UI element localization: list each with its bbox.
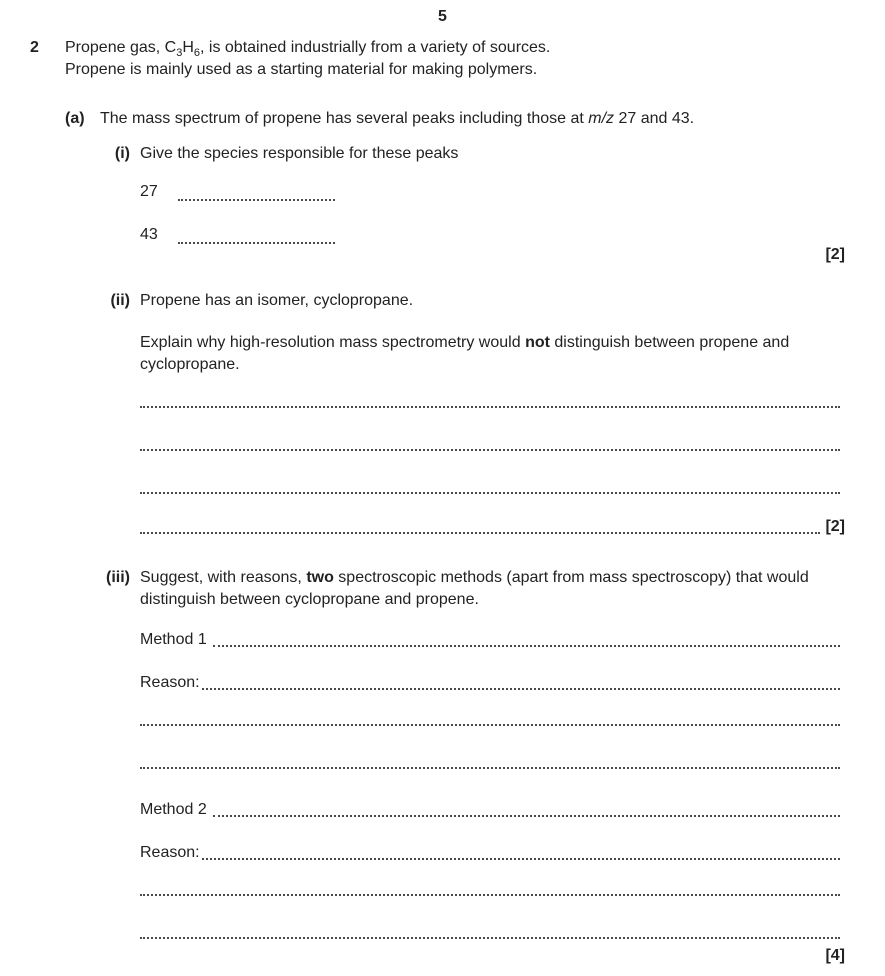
answer-line-method-2[interactable] [213, 802, 840, 817]
answer-line-27[interactable] [178, 184, 335, 201]
sub-ii-prompt [140, 332, 840, 376]
method-1-row [140, 632, 840, 648]
intro-text-mid: H [182, 39, 194, 56]
sub-i-prompt: Give the species responsible for these peaks [140, 145, 459, 162]
method-1-label: Method 1 [140, 631, 207, 648]
sub-ii-prompt-pre: Explain why high-resolution mass spectrometry would [140, 334, 526, 351]
question-intro [65, 37, 805, 81]
answer-line-method-1[interactable] [213, 632, 840, 647]
mz-italic: m/z [588, 110, 615, 127]
sub-question-label-iii: (iii) [106, 569, 130, 586]
part-a-text-post: 27 and 43. [614, 110, 695, 127]
question-number: 2 [30, 39, 39, 56]
intro-text-pre: Propene gas, C [65, 39, 177, 56]
mark-badge-sub-ii: [2] [825, 518, 845, 535]
reason-1-label: Reason: [140, 674, 200, 691]
sub-iii-prompt-post: spectroscopic methods (apart from mass spectroscopy) that would distinguish between cyclopropane and propene. [140, 569, 809, 608]
answer-line-reason-1[interactable] [202, 675, 840, 690]
page-number: 5 [438, 8, 447, 25]
answer-line[interactable] [140, 894, 840, 896]
mark-badge-sub-iii: [4] [825, 947, 845, 964]
part-a-text [100, 108, 860, 130]
reason-2-row [140, 845, 840, 861]
answer-line[interactable] [140, 519, 820, 534]
sub-question-label-ii: (ii) [110, 292, 130, 309]
sub-ii-intro: Propene has an isomer, cyclopropane. [140, 292, 414, 309]
answer-line[interactable] [140, 767, 840, 769]
answer-line[interactable] [140, 937, 840, 939]
method-2-row [140, 802, 840, 818]
sub-question-label-i: (i) [114, 145, 130, 162]
answer-line-with-mark [140, 519, 845, 535]
sub-iii-prompt [140, 567, 840, 611]
answer-line[interactable] [140, 724, 840, 726]
answer-line[interactable] [140, 406, 840, 408]
formula-subscript-6: 6 [193, 47, 200, 60]
answer-label-27: 27 [140, 183, 158, 200]
sub-ii-prompt-post: distinguish between propene and cyclopropane. [140, 334, 790, 373]
part-a-text-pre: The mass spectrum of propene has several peaks including those at [100, 110, 589, 127]
sub-ii-prompt-bold: not [525, 334, 550, 351]
reason-1-row [140, 675, 840, 691]
intro-line2: Propene is mainly used as a starting material for making polymers. [65, 61, 538, 78]
answer-line[interactable] [140, 492, 840, 494]
formula-subscript-3: 3 [176, 47, 183, 60]
sub-iii-prompt-bold: two [306, 569, 334, 586]
method-2-label: Method 2 [140, 801, 207, 818]
mark-badge-sub-i: [2] [825, 246, 845, 263]
answer-line-reason-2[interactable] [202, 845, 840, 860]
part-a-label: (a) [65, 110, 85, 127]
answer-line[interactable] [140, 449, 840, 451]
reason-2-label: Reason: [140, 844, 200, 861]
intro-text-post: , is obtained industrially from a variety of sources. [200, 39, 551, 56]
answer-label-43: 43 [140, 226, 158, 243]
sub-iii-prompt-pre: Suggest, with reasons, [140, 569, 307, 586]
answer-line-43[interactable] [178, 227, 335, 244]
